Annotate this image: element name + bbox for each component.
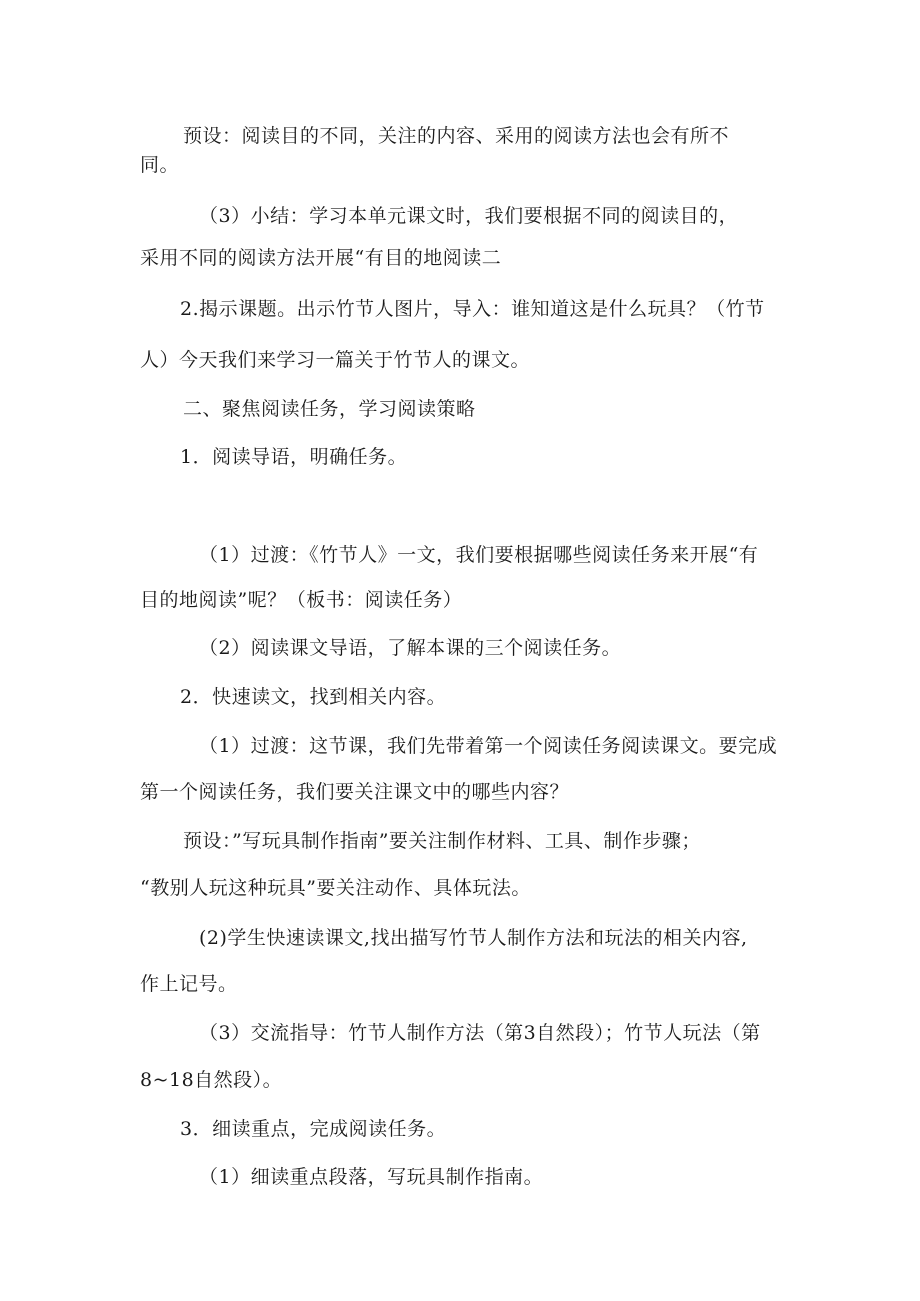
paragraph-line: 同。	[140, 154, 180, 176]
paragraph-line: 3．细读重点，完成阅读任务。	[180, 1118, 447, 1140]
paragraph-line: （2）阅读课文导语，了解本课的三个阅读任务。	[199, 637, 622, 659]
paragraph-line: 作上记号。	[140, 973, 238, 995]
paragraph-line: 预设：”写玩具制作指南”要关注制作材料、工具、制作步骤；	[183, 830, 701, 852]
paragraph-line: 2.揭示课题。出示竹节人图片，导入：谁知道这是什么玩具？（竹节	[180, 298, 765, 320]
paragraph-line: （3）小结：学习本单元课文时，我们要根据不同的阅读目的，	[199, 205, 739, 227]
paragraph-line: (2)学生快速读课文,找出描写竹节人制作方法和玩法的相关内容,	[199, 927, 748, 949]
paragraph-line: 人）今天我们来学习一篇关于竹节人的课文。	[140, 349, 531, 371]
paragraph-line: 目的地阅读”呢？（板书：阅读任务）	[140, 589, 463, 611]
paragraph-line: 8~18自然段）。	[140, 1069, 283, 1091]
paragraph-line: 预设：阅读目的不同，关注的内容、采用的阅读方法也会有所不	[183, 125, 730, 147]
paragraph-line: “教别人玩这种玩具”要关注动作、具体玩法。	[140, 877, 531, 899]
paragraph-line: 2．快速读文，找到相关内容。	[180, 686, 447, 708]
paragraph-line: （1）过渡：这节课，我们先带着第一个阅读任务阅读课文。要完成	[199, 735, 778, 757]
paragraph-line: （1）细读重点段落，写玩具制作指南。	[199, 1166, 544, 1188]
paragraph-line: 1．阅读导语，明确任务。	[180, 446, 408, 468]
section-heading: 二、聚焦阅读任务，学习阅读策略	[183, 398, 476, 420]
paragraph-line: 第一个阅读任务，我们要关注课文中的哪些内容？	[140, 781, 570, 803]
paragraph-line: （3）交流指导：竹节人制作方法（第3自然段）；竹节人玩法（第	[199, 1022, 761, 1044]
paragraph-line: 采用不同的阅读方法开展“有目的地阅读二	[140, 247, 502, 269]
paragraph-line: （1）过渡：《竹节人》一文，我们要根据哪些阅读任务来开展“有	[199, 544, 759, 566]
